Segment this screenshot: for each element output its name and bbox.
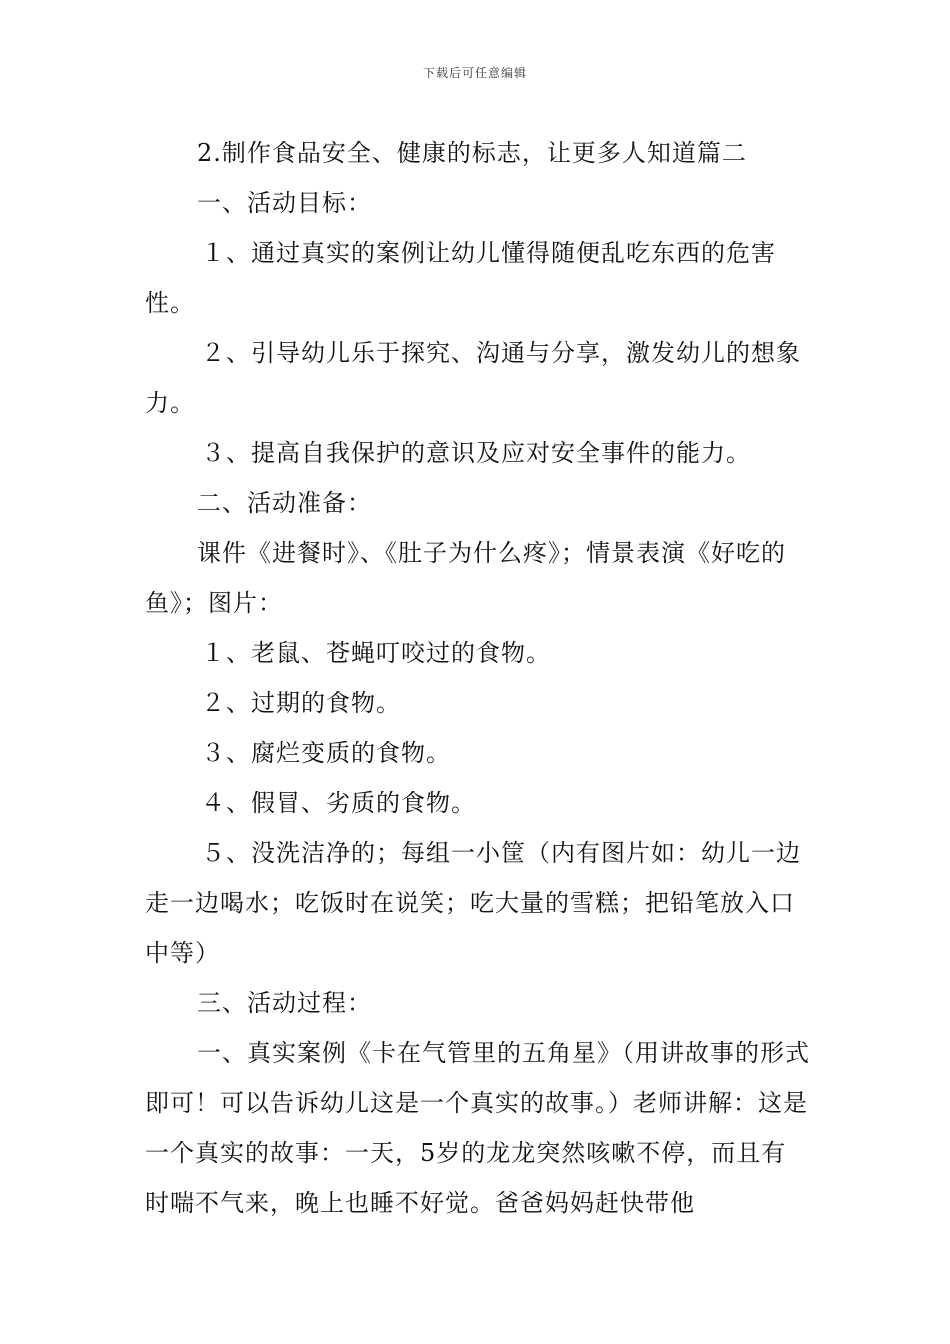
page-header-note: 下载后可任意编辑 bbox=[422, 66, 527, 80]
goal-item-1: １、通过真实的案例让幼儿懂得随便乱吃东西的危害性。 bbox=[145, 239, 776, 317]
heading-activity-prep: 二、活动准备： bbox=[197, 489, 372, 517]
prep-item-4: ４、假冒、劣质的食物。 bbox=[201, 789, 476, 817]
prep-item-2: ２、过期的食物。 bbox=[201, 689, 401, 717]
prep-item-3: ３、腐烂变质的食物。 bbox=[201, 739, 451, 767]
goal-item-3: ３、提高自我保护的意识及应对安全事件的能力。 bbox=[201, 439, 751, 467]
prep-item-1: １、老鼠、苍蝇叮咬过的食物。 bbox=[201, 639, 551, 667]
prep-item-5: ５、没洗洁净的；每组一小筐（内有图片如：幼儿一边走一边喝水；吃饭时在说笑；吃大量的雪糕；把铅笔放入口中等） bbox=[145, 839, 801, 967]
document-body bbox=[145, 128, 810, 1228]
prep-materials: 课件《进餐时》、《肚子为什么疼》；情景表演《好吃的鱼》；图片： bbox=[145, 539, 786, 617]
goal-item-2: ２、引导幼儿乐于探究、沟通与分享，激发幼儿的想象力。 bbox=[145, 339, 801, 417]
process-step-1: 一、真实案例《卡在气管里的五角星》（用讲故事的形式即可！可以告诉幼儿这是一个真实的故事。）老师讲解：这是一个真实的故事：一天，5岁的龙龙突然咳嗽不停，而且有时喘不气来，晚上也睡不好觉。爸爸妈妈赶快带他 bbox=[145, 1039, 810, 1217]
heading-activity-process: 三、活动过程： bbox=[197, 989, 372, 1017]
section-title: 2.制作食品安全、健康的标志，让更多人知道篇二 bbox=[197, 139, 747, 167]
heading-activity-goals: 一、活动目标： bbox=[197, 189, 372, 217]
